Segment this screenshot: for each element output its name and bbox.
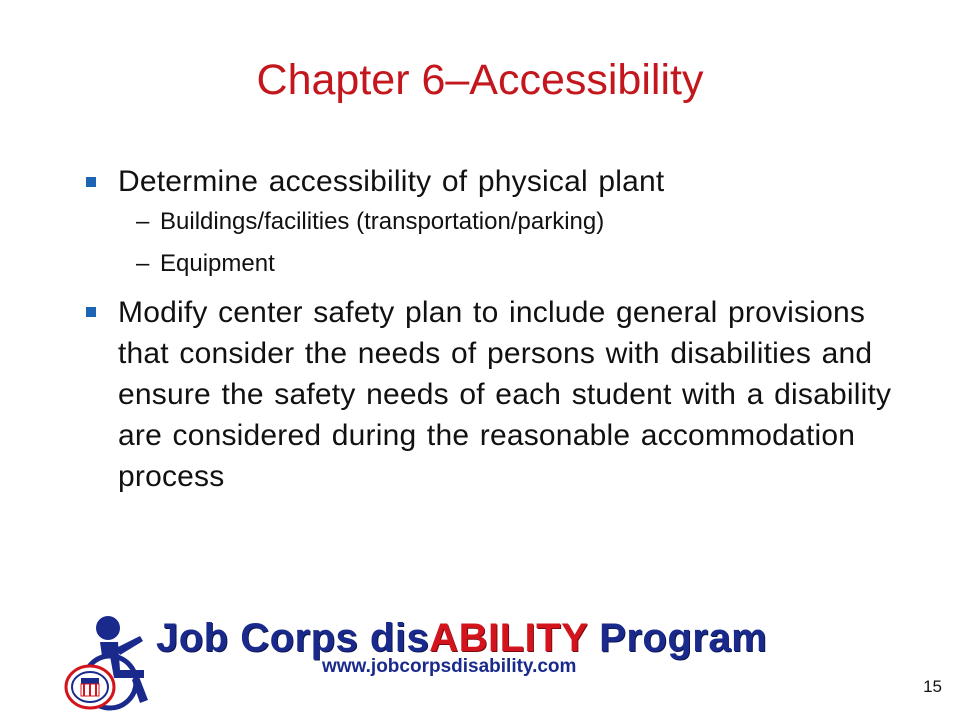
sub-bullet-text: Equipment — [160, 250, 275, 277]
slide-title: Chapter 6–Accessibility — [256, 56, 704, 104]
bullet-text: Determine accessibility of physical plant — [118, 165, 665, 198]
banner-title — [156, 616, 767, 660]
banner-title-highlight: ABILITY — [429, 616, 588, 660]
sub-bullet-text: Buildings/facilities (transportation/parking) — [160, 208, 605, 235]
page-number: 15 — [923, 677, 942, 696]
slide-content — [80, 162, 910, 497]
dash-marker: – — [136, 208, 150, 235]
bullet-item — [80, 292, 910, 497]
job-corps-seal-icon — [64, 664, 116, 710]
bullet-item — [80, 162, 910, 202]
program-banner — [60, 612, 880, 712]
banner-title-part: Job Corps dis — [156, 616, 430, 660]
banner-title-part: Program — [587, 616, 768, 660]
bullet-text: Modify center safety plan to include general provisions that consider the needs of persons with disabilities and ensure the safety needs of each student with a disability are considered during the reasonable accommodation process — [118, 296, 892, 493]
sub-bullet-item — [136, 250, 910, 278]
sub-bullet-item — [136, 208, 910, 236]
banner-url: www.jobcorpsdisability.com — [322, 656, 577, 677]
sub-bullet-list — [80, 208, 910, 278]
bullet-marker-icon — [80, 162, 118, 187]
bullet-marker-icon — [80, 292, 118, 317]
dash-marker: – — [136, 250, 150, 277]
